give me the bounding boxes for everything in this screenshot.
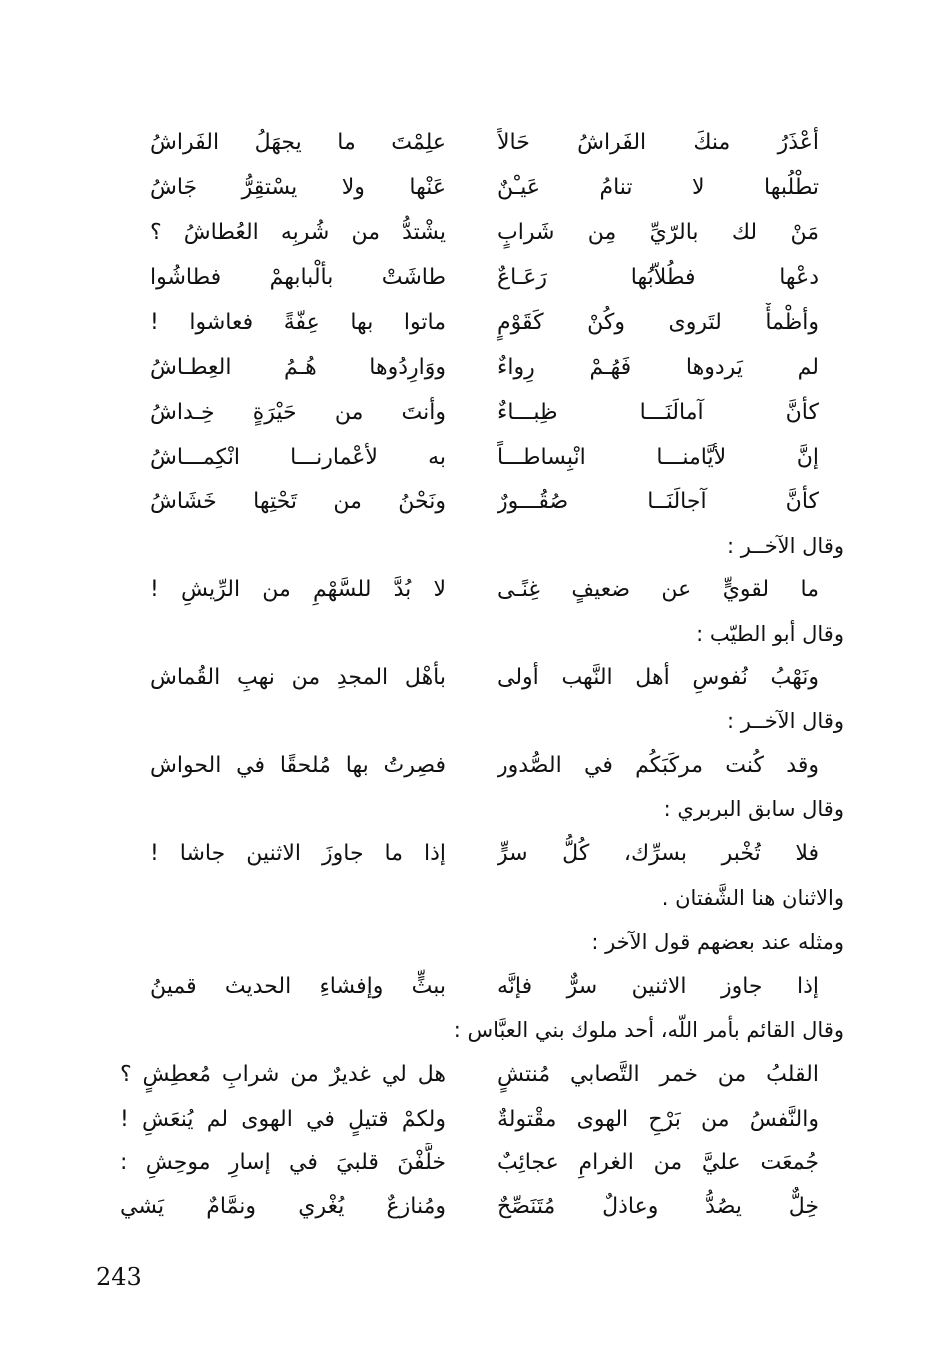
verse-line (0, 967, 942, 1007)
verse-second-hemistich: ونَحْنُ من تَحْتِها خَشَاشُ (150, 489, 446, 514)
attribution-line: وقال القائم بأمر اللّه، أحد ملوك بني العبَّاس : (453, 1018, 844, 1042)
verse-first-hemistich: فلا تُخْبر بسرِّك، كُلُّ سرٍّ (497, 841, 819, 866)
verse-line (0, 570, 942, 610)
verse-first-hemistich: تطْلُبها لا تنامُ عَيـْنٌ (497, 175, 819, 200)
verse-second-hemistich: لا بُدَّ للسَّهْمِ من الرِّيشِ ! (150, 577, 446, 602)
verse-line (0, 258, 942, 298)
verse-line (0, 658, 942, 698)
verse-second-hemistich: به لأعْمارنـــا انْكِمـــاشُ (150, 445, 446, 470)
verse-first-hemistich: أعْذَرُ منكَ الفَراشُ حَالاً (497, 130, 819, 155)
verse-line (0, 303, 942, 343)
verse-line (0, 348, 942, 388)
verse-second-hemistich: خلَّفْنَ قلبيَ في إسارِ موحِشِ : (120, 1150, 446, 1175)
verse-second-hemistich: ووَارِدُوها هُـمُ العِطـاشُ (150, 355, 446, 380)
verse-line (0, 1100, 942, 1140)
attribution-line: وقال الآخــر : (727, 709, 844, 733)
verse-first-hemistich: والنَّفسُ من بَرْحِ الهوى مقْتولةٌ (497, 1107, 819, 1132)
attribution-line: ومثله عند بعضهم قول الآخر : (591, 930, 844, 954)
verse-line (0, 123, 942, 163)
page-number: 243 (96, 1263, 142, 1291)
verse-second-hemistich: بأهْل المجدِ من نهبِ القُماش (150, 665, 446, 690)
verse-second-hemistich: فصِرتُ بها مُلحقًا في الحواش (150, 753, 446, 778)
verse-second-hemistich: عَنْها ولا يسْتقِرُّ جَاشُ (150, 175, 446, 200)
verse-first-hemistich: لم يَردوها فَهُـمْ رِواءٌ (497, 355, 819, 380)
verse-line (0, 1143, 942, 1183)
verse-second-hemistich: علِمْتَ ما يجهَلُ الفَراشُ (150, 130, 446, 155)
verse-line (0, 393, 942, 433)
verse-line (0, 834, 942, 874)
verse-first-hemistich: جُمعَت عليَّ من الغرامِ عجائِبٌ (497, 1150, 819, 1175)
verse-first-hemistich: مَنْ لك بالرّيِّ مِن شَرابٍ (497, 220, 819, 245)
verse-second-hemistich: هل لي غديرٌ من شرابِ مُعطِشٍ ؟ (120, 1062, 446, 1087)
attribution-line: وقال أبو الطيّب : (696, 622, 844, 646)
verse-first-hemistich: كأنَّ آمالَنَـــا ظِبـــاءٌ (497, 400, 819, 425)
verse-second-hemistich: طاشَتْ بألْبابهمْ فطاشُوا (150, 265, 446, 290)
verse-line (0, 1055, 942, 1095)
verse-line (0, 213, 942, 253)
verse-line (0, 482, 942, 522)
verse-first-hemistich: دعْها فطُلاّبُها رَعَـاعٌ (497, 265, 819, 290)
verse-line (0, 1187, 942, 1227)
verse-first-hemistich: وأظْمأْ لتَروى وكُنْ كَقَوْمٍ (497, 310, 819, 335)
attribution-line: وقال الآخــر : (727, 534, 844, 558)
verse-line (0, 438, 942, 478)
verse-first-hemistich: القلبُ من خمر التَّصابي مُنتشٍ (497, 1062, 819, 1087)
verse-first-hemistich: إذا جاوز الاثنين سرٌّ فإنَّه (497, 974, 819, 999)
verse-second-hemistich: ماتوا بها عِفّةً فعاشوا ! (150, 310, 446, 335)
verse-second-hemistich: يشْتدُّ من شُربِه العُطاشُ ؟ (150, 220, 446, 245)
verse-second-hemistich: ومُنازعٌ يُغْري ونمَّامٌ يَشي (120, 1194, 446, 1219)
verse-first-hemistich: خِلٌّ يصُدُّ وعاذلٌ مُتَنَصِّحٌ (497, 1194, 819, 1219)
verse-second-hemistich: وأنتَ من حَيْرَةٍ خِـداشُ (150, 400, 446, 425)
verse-first-hemistich: إنَّ لأيَّامنـــا انْبِساطـــاً (497, 445, 819, 470)
verse-first-hemistich: ونَهْبُ نُفوسِ أهل النَّهب أولى (497, 665, 819, 690)
verse-first-hemistich: وقد كُنت مركَبَكُم في الصُّدور (497, 753, 819, 778)
commentary-line: والاثنان هنا الشَّفتان . (661, 886, 844, 910)
verse-second-hemistich: ببثٍّ وإفشاءِ الحديث قمينُ (150, 974, 446, 999)
verse-first-hemistich: كأنَّ آجالَنَــا صُقُـــورٌ (497, 489, 819, 514)
verse-line (0, 168, 942, 208)
verse-first-hemistich: ما لقويٍّ عن ضعيفٍ غِنًـى (497, 577, 819, 602)
verse-second-hemistich: ولكمْ قتيلٍ في الهوى لم يُنعَشِ ! (120, 1107, 446, 1132)
attribution-line: وقال سابق البربري : (663, 797, 844, 821)
verse-second-hemistich: إذا ما جاوزَ الاثنين جاشا ! (150, 841, 446, 866)
verse-line (0, 746, 942, 786)
